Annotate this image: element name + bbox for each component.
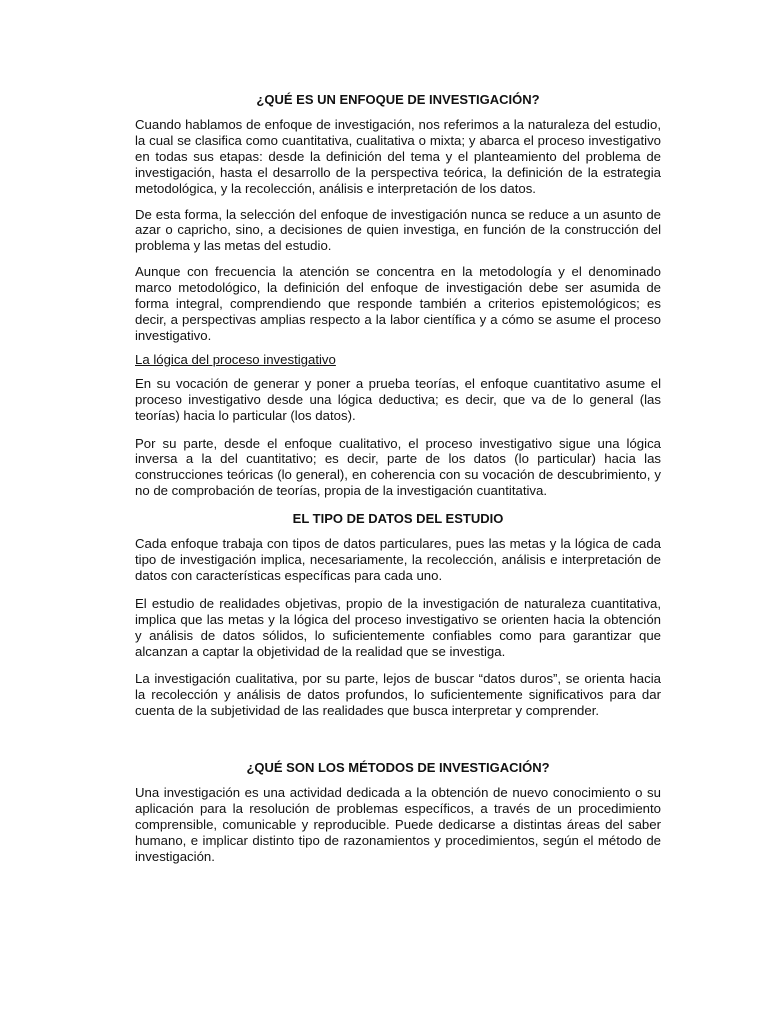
- paragraph-9: Una investigación es una actividad dedicada a la obtención de nuevo conocimiento o su aplicación para la resolución de problemas específicos, a través de un procedimiento comprensible, comunicable y reproducible. Puede dedicarse a distintas áreas del saber humano, e implicar distinto tipo de razonamientos y procedimientos, según el método de investigación.: [135, 785, 661, 864]
- paragraph-2: De esta forma, la selección del enfoque de investigación nunca se reduce a un asunto de azar o capricho, sino, a decisiones de quien investiga, en función de la construcción del problema y las metas del estudio.: [135, 206, 661, 254]
- paragraph-3: Aunque con frecuencia la atención se concentra en la metodología y el denominado marco metodológico, la definición del enfoque de investigación debe ser asumida de forma integral, comprendiendo que responde también a criterios epistemológicos; es decir, a perspectivas amplias respecto a la labor científica y a cómo se asume el proceso investigativo.: [135, 264, 661, 343]
- subheading-logica: La lógica del proceso investigativo: [135, 351, 336, 367]
- heading-enfoque: ¿QUÉ ES UN ENFOQUE DE INVESTIGACIÓN?: [256, 92, 540, 107]
- paragraph-4: En su vocación de generar y poner a prueba teorías, el enfoque cuantitativo asume el proceso investigativo desde una lógica deductiva; es decir, que va de lo general (las teorías) hacia lo particular (los datos).: [135, 375, 661, 423]
- document-page: [135, 92, 661, 865]
- paragraph-5: Por su parte, desde el enfoque cualitativo, el proceso investigativo sigue una lógica inversa a la del cuantitativo; es decir, parte de los datos (lo particular) hacia las construcciones teóricas (lo general), en coherencia con su vocación de descubrimiento, y no de comprobación de teorías, propia de la investigación cuantitativa.: [135, 435, 661, 499]
- paragraph-7: El estudio de realidades objetivas, propio de la investigación de naturaleza cuantitativa, implica que las metas y la lógica del proceso investigativo se orienten hacia la obtención y análisis de datos sólidos, lo suficientemente confiables como para garantizar que alcanzan a captar la objetividad de la realidad que se investiga.: [135, 595, 661, 659]
- paragraph-8: La investigación cualitativa, por su parte, lejos de buscar “datos duros”, se orienta hacia la recolección y análisis de datos profundos, lo suficientemente significativos para dar cuenta de la subjetividad de las realidades que busca interpretar y comprender.: [135, 671, 661, 719]
- paragraph-6: Cada enfoque trabaja con tipos de datos particulares, pues las metas y la lógica de cada tipo de investigación implica, necesariamente, la recolección, análisis e interpretación de datos con características específicas para cada uno.: [135, 536, 661, 583]
- heading-metodos: ¿QUÉ SON LOS MÉTODOS DE INVESTIGACIÓN?: [246, 760, 550, 776]
- paragraph-1: Cuando hablamos de enfoque de investigación, nos referimos a la naturaleza del estudio, la cual se clasifica como cuantitativa, cualitativa o mixta; y abarca el proceso investigativo en todas sus etapas: desde la definición del tema y el planteamiento del problema de investigación, hasta el desarrollo de la perspectiva teórica, la definición de la estrategia metodológica, y la recolección, análisis e interpretación de los datos.: [135, 117, 661, 196]
- heading-tipo-datos: EL TIPO DE DATOS DEL ESTUDIO: [292, 511, 504, 527]
